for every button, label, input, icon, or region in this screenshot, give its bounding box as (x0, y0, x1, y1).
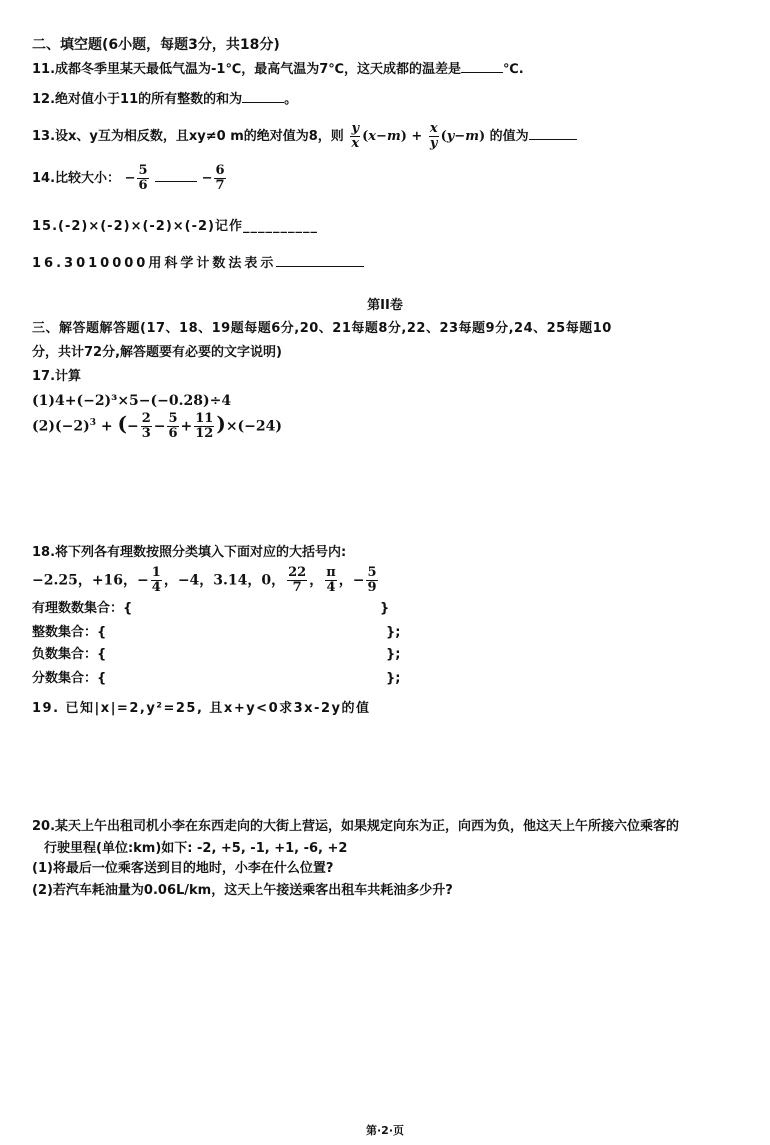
volume-title: 第II卷 (367, 298, 403, 313)
math-expression: (y−m) (440, 129, 486, 144)
fraction-6-7: $\frac{6}{7}$ (215, 163, 225, 193)
q13-suffix: 的值为 (489, 129, 529, 144)
minus-sign: − (201, 171, 213, 186)
q11-unit: ℃. (503, 62, 524, 77)
set-label: 整数集合：{ (32, 625, 107, 640)
set-negative-close: }; (386, 647, 401, 662)
q17-label: 17.计算 (32, 369, 82, 384)
fraction-x-over-y: $\frac{x}{y}$ (429, 121, 438, 151)
answer-blank (529, 127, 577, 140)
q14-prefix: 14.比较大小： (32, 171, 121, 186)
question-12 (32, 90, 297, 109)
q13-prefix: 13.设x、y互为相反数，且xy≠0 m的绝对值为8，则 (32, 129, 344, 144)
minus-sign: − (124, 171, 136, 186)
q20-sub1: (1)将最后一位乘客送到目的地时，小李在什么位置? (32, 861, 334, 876)
q12-text: 12.绝对值小于11的所有整数的和为 (32, 92, 243, 107)
q20-sub2: (2)若汽车耗油量为0.06L/km，这天上午接送乘客出租车共耗油多少升? (32, 883, 453, 898)
question-15: 15.(-2)×(-2)×(-2)×(-2)记作__________ (32, 219, 319, 234)
q17-part1: (1)4+(−2)³×5−(−0.28)÷4 (32, 393, 232, 409)
answer-blank (276, 254, 364, 267)
math-expression: (x−m) + (362, 129, 427, 144)
q16-text: 16.3010000用科学计数法表示 (32, 256, 277, 271)
q18-label: 18.将下列各有理数按照分类填入下面对应的大括号内: (32, 545, 347, 560)
q17-part2: $(2)(-2)^3$ + (− $\frac{2}{3}$ − $\frac{5}{6}$ + $\frac{11}{12}$ )×(−24) (32, 411, 283, 441)
question-19: 19. 已知|x|=2,y²=25, 且x+y<0求3x-2y的值 (32, 701, 371, 716)
question-14 (32, 164, 228, 193)
set-label: 分数集合：{ (32, 671, 107, 686)
set-fraction (32, 670, 106, 688)
section2-title: 二、填空题(6小题，每题3分，共18分) (32, 37, 280, 53)
answer-blank (155, 169, 197, 182)
set-fraction-close: }; (386, 671, 401, 686)
set-rational (32, 600, 132, 618)
section3-title-line1: 三、解答题解答题(17、18、19题每题6分,20、21每题8分,22、23每题9分,24、25每题10 (32, 321, 612, 336)
q11-text: 11.成都冬季里某天最低气温为-1℃，最高气温为7℃，这天成都的温差是 (32, 62, 462, 77)
question-11 (32, 60, 524, 79)
q12-end: 。 (284, 92, 298, 107)
set-label: 有理数数集合：{ (32, 601, 133, 616)
set-rational-close: } (380, 601, 390, 616)
q18-numbers: −2.25，+16，− $\frac{1}{4}$ ，−4，3.14，0， $\frac{22}{7}$ ， $\frac{\pi}{4}$ ，− $\frac{5}{9}$ (32, 565, 377, 595)
question-13 (32, 122, 577, 151)
q18-numbers-b: ，−4，3.14，0， (163, 572, 286, 589)
q17-part2-label: (2) (32, 418, 55, 435)
answer-blank (242, 90, 284, 103)
set-negative (32, 646, 106, 664)
answer-blank (461, 60, 503, 73)
q18-numbers-a: −2.25，+16， (32, 572, 138, 589)
fraction-5-6: $\frac{5}{6}$ (138, 163, 148, 193)
q20-line2: 行驶里程(单位:km)如下: -2, +5, -1, +1, -6, +2 (44, 841, 348, 856)
page-footer: 第·2·页 (365, 1124, 404, 1137)
set-label: 负数集合：{ (32, 647, 107, 662)
q20-line1: 20.某天上午出租司机小李在东西走向的大街上营运，如果规定向东为正，向西为负，他这天上午所接六位乘客的 (32, 819, 680, 834)
fraction-y-over-x: $\frac{y}{x}$ (351, 121, 360, 151)
q17-part2-tail: ×(−24) (225, 418, 283, 435)
section3-title-line2: 分，共计72分,解答题要有必要的文字说明) (32, 345, 282, 360)
set-integer-close: }; (386, 625, 401, 640)
set-integer (32, 624, 106, 642)
question-16 (32, 254, 364, 273)
